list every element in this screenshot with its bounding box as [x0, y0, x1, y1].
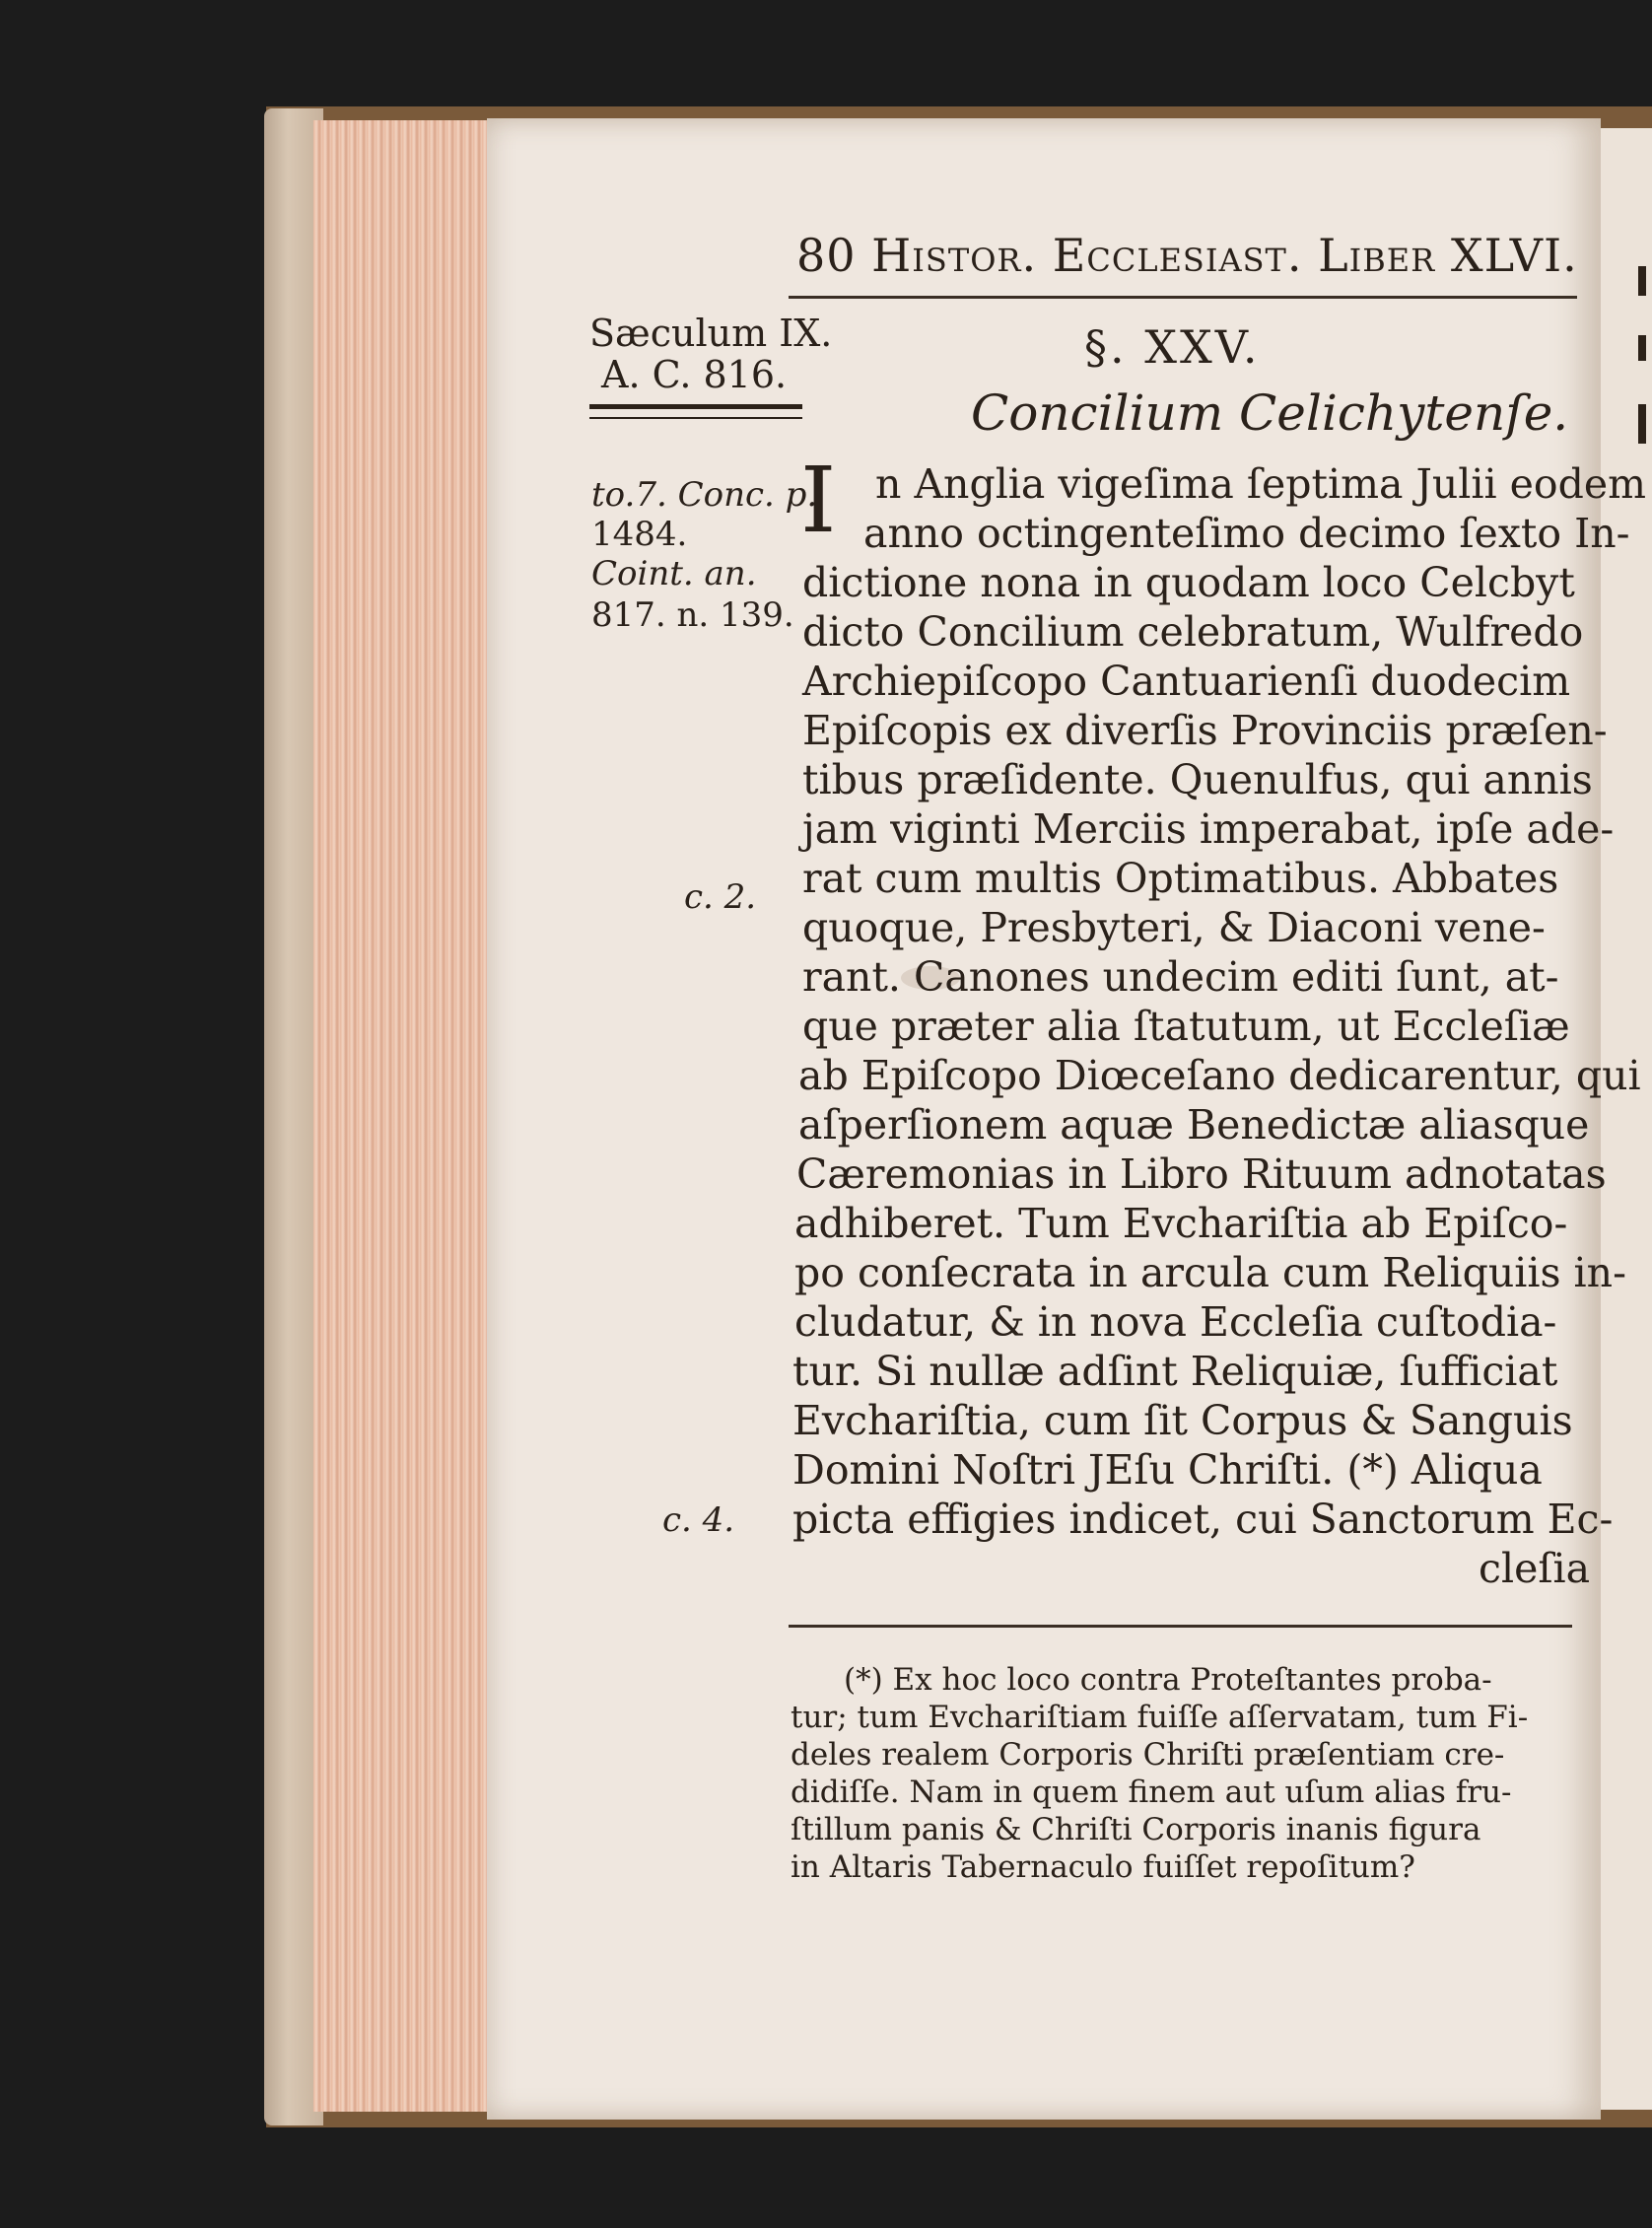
body-line: jam viginti Merciis imperabat, ipſe ade-: [802, 805, 1615, 853]
body-line: rat cum multis Optimatibus. Abbates: [802, 855, 1559, 902]
footnote-line: ſtillum panis & Chriſti Corporis inanis figura: [791, 1812, 1481, 1847]
body-line: cludatur, & in nova Eccleſia cuſtodia-: [794, 1298, 1557, 1346]
footnote-rule: [789, 1625, 1572, 1628]
footnote-line: deles realem Corporis Chriſti præſentiam cre-: [791, 1737, 1505, 1773]
running-head: [796, 229, 1585, 282]
body-line: Archiepiſcopo Cantuarienſi duodecim: [802, 658, 1571, 705]
footnote-line: tur; tum Evchariſtiam fuiſſe aſſervatam, tum Fi-: [791, 1700, 1529, 1735]
margin-reference: to.7. Conc. p.: [591, 475, 818, 515]
body-line: Evchariſtia, cum ſit Corpus & Sanguis: [792, 1397, 1573, 1444]
margin-reference: Coint. an.: [591, 554, 757, 593]
body-line: po conſecrata in arcula cum Reliquiis in-: [794, 1249, 1626, 1296]
facing-page-mark: [1638, 335, 1646, 361]
margin-year: A. C. 816.: [601, 353, 788, 396]
body-line: Epiſcopis ex diverſis Provinciis præſen-: [802, 707, 1608, 754]
section-title: Concilium Celichytenſe.: [971, 384, 1569, 442]
page-edges: [313, 120, 493, 2112]
body-line: Domini Noſtri JEſu Chriſti. (*) Aliqua: [792, 1446, 1543, 1494]
body-line: n Anglia vigeſima ſeptima Julii eodem: [875, 460, 1647, 508]
body-line: ab Epiſcopo Diœceſano dedicarentur, qui: [798, 1052, 1641, 1099]
margin-chapter-ref: c. 2.: [684, 877, 757, 917]
facing-page-mark: [1638, 266, 1646, 296]
header-rule: [789, 296, 1577, 299]
body-line: aſperſionem aquæ Benedictæ aliasque: [798, 1101, 1590, 1149]
margin-century: Sæculum IX.: [589, 312, 833, 355]
margin-chapter-ref: c. 4.: [662, 1500, 735, 1540]
page-header-title: Histor. Ecclesiast. Liber XLVI.: [871, 229, 1578, 282]
body-line: anno octingenteſimo decimo ſexto In-: [863, 510, 1630, 557]
catchword: cleſia: [1479, 1545, 1591, 1592]
body-line: picta effigies indicet, cui Sanctorum Ec-: [792, 1496, 1614, 1543]
drop-cap: I: [800, 448, 837, 553]
body-line: que præter alia ſtatutum, ut Eccleſiæ: [802, 1003, 1570, 1050]
facing-page-mark: [1638, 404, 1646, 444]
body-line: dicto Concilium celebratum, Wulfredo: [802, 608, 1584, 656]
margin-rule: [589, 404, 802, 419]
body-line: tur. Si nullæ adſint Reliquiæ, ſufficiat: [792, 1348, 1558, 1395]
body-line: Cæremonias in Libro Rituum adnotatas: [796, 1150, 1607, 1198]
body-line: quoque, Presbyteri, & Diaconi vene-: [802, 904, 1546, 951]
body-line: tibus præſidente. Quenulfus, qui annis: [802, 756, 1593, 803]
footnote-line: in Altaris Tabernaculo fuiſſet repoſitum?: [791, 1849, 1415, 1885]
margin-reference: 817. n. 139.: [591, 595, 794, 635]
body-line: rant. Canones undecim editi ſunt, at-: [802, 953, 1559, 1001]
section-number: §. XXV.: [1084, 320, 1261, 374]
footnote-line: didiſſe. Nam in quem finem aut uſum alias fru-: [791, 1775, 1512, 1810]
page-number: 80: [796, 229, 857, 282]
body-line: adhiberet. Tum Evchariſtia ab Epiſco-: [794, 1200, 1568, 1247]
body-line: dictione nona in quodam loco Celcbyt: [802, 559, 1575, 606]
footnote-line: (*) Ex hoc loco contra Proteſtantes proba-: [844, 1662, 1492, 1698]
margin-reference: 1484.: [591, 515, 688, 554]
